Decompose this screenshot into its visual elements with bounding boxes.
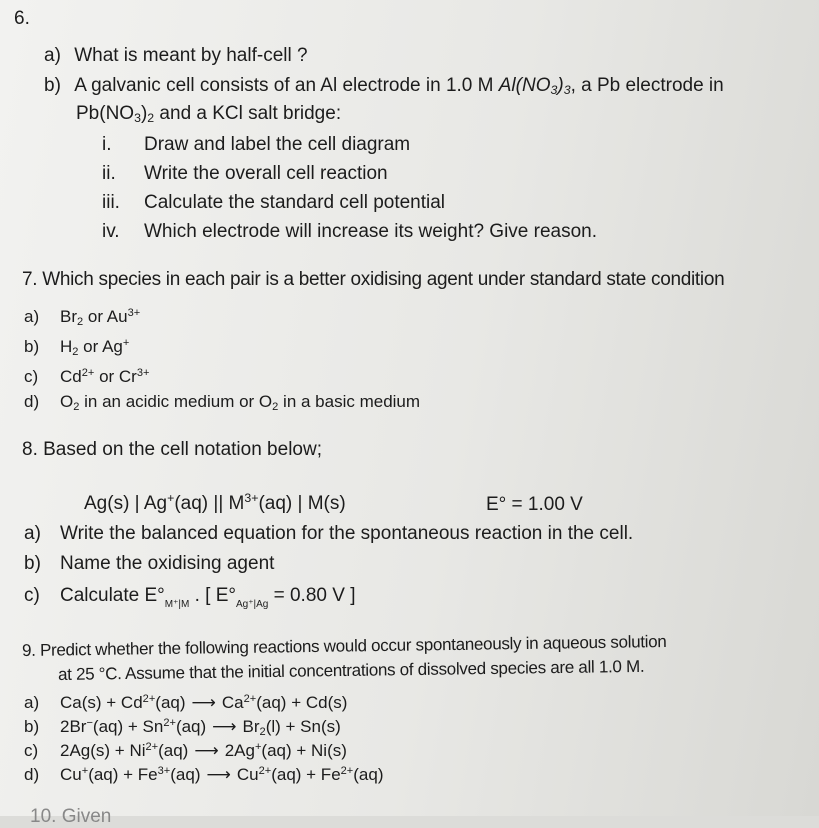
q6b-iv: iv. Which electrode will increase its weight? Give reason. [102, 221, 598, 242]
q7-text: 7. Which species in each pair is a better oxidising agent under standard state condition [22, 269, 725, 290]
q6a-text: What is meant by half-cell ? [74, 45, 308, 66]
q6b-iii: iii. Calculate the standard cell potential [102, 192, 446, 213]
reaction-arrow: ⟶ [194, 741, 219, 761]
q6b-label: b) [44, 75, 61, 96]
q6b-text: A galvanic cell consists of an Al electrode in 1.0 M [74, 75, 499, 96]
q8b: b) Name the oxidising agent [24, 553, 275, 574]
cell-notation: Ag(s) | Ag+(aq) || $M^{3+}(aq)$ | M(s) [84, 491, 346, 514]
q9-line1: 9. Predict whether the following reactions would occur spontaneously in aqueous solution [21, 632, 667, 660]
q6b-text-end: , a Pb electrode in [570, 75, 724, 96]
q6-number: 6. [14, 8, 30, 29]
q10-text: 10. Given [30, 806, 112, 827]
q8a: a) Write the balanced equation for the spontaneous reaction in the cell. [24, 523, 634, 544]
q6a-label: a) [44, 45, 61, 66]
q8-text: 8. Based on the cell notation below; [22, 439, 322, 460]
q9c: c) $2Ag(s) + Ni^{2+}(aq)$ ⟶ 2Ag+(aq) + Ni(s) [24, 741, 347, 761]
q6b-i: i. Draw and label the cell diagram [102, 134, 411, 155]
q8c: c) Calculate $E^\circ_{M^+|M}$ . [ $E^\circ_{Ag^+|Ag} = 0.80$ V ] [24, 585, 356, 610]
q6b-line2-text: and a KCl salt bridge: [154, 103, 342, 124]
reaction-arrow: ⟶ [206, 765, 231, 785]
q6a [44, 45, 308, 67]
reaction-arrow: ⟶ [191, 693, 216, 713]
q7b: b) $H_2$ or Ag+ [24, 337, 130, 358]
q6b-ii: ii. Write the overall cell reaction [102, 163, 388, 184]
q6b-line2 [76, 103, 341, 129]
cell-potential: E° = 1.00 V [486, 494, 583, 515]
q9b: b) $2Br^-(aq) + Sn^{2+}(aq)$ ⟶ $Br_2(l) + Sn(s)$ [24, 717, 341, 738]
reaction-arrow: ⟶ [212, 717, 237, 737]
q7a: a) $Br_2$ or $Au^{3+}$ [24, 307, 141, 328]
q7d: d) $O_2$ in an acidic medium or $O_2$ in a basic medium [24, 392, 421, 413]
q6b-line1 [44, 75, 724, 101]
pb-nitrate-formula: $Pb(NO_3)_2$ [76, 103, 155, 126]
q9a: a) $Ca(s) + Cd^{2+}(aq)$ ⟶ $Ca^{2+}(aq) + Cd(s)$ [24, 693, 348, 713]
q7c: c) $Cd^{2+}$ or $Cr^{3+}$ [24, 367, 150, 387]
q9d: d) $Cu^+(aq) + Fe^{3+}(aq)$ ⟶ $Cu^{2+}(aq) + Fe^{2+}(aq)$ [24, 765, 384, 785]
al-nitrate-formula: $Al(NO_3)_3$ [498, 75, 571, 98]
q9-line2: at 25 °C. Assume that the initial concentrations of dissolved species are all 1.0 M. [57, 656, 645, 684]
